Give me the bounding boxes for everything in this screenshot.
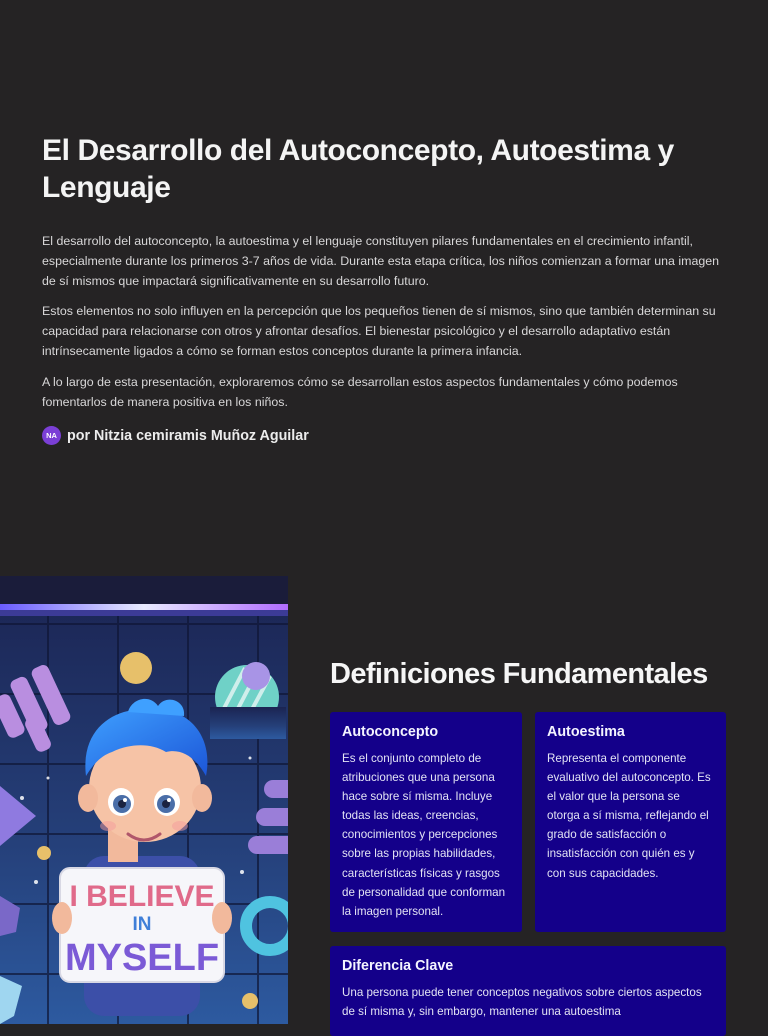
belief-sign [52, 868, 232, 982]
intro-paragraph-3: A lo largo de esta presentación, exploraremos cómo se desarrollan estos aspectos fundamentales y cómo podemos fomentarlos de manera positiva en los niños. [42, 374, 678, 409]
intro-paragraph-2: Estos elementos no solo influyen en la percepción que los pequeños tienen de sí mismos, sino que también determinan su capacidad para relacionarse con otros y afrontar desafíos. El bienestar psicológico y el desarrollo adaptativo están intrínsecamente ligados a cómo se forman estos conceptos durante la primera infancia. [42, 304, 716, 358]
card-text: Una persona puede tener conceptos negativos sobre ciertos aspectos de sí misma y, sin embargo, mantener una autoestima [342, 986, 702, 1019]
card-title: Diferencia Clave [342, 958, 454, 974]
sign-line-2: IN [132, 914, 152, 935]
sign-line-3: MYSELF [64, 937, 220, 979]
child-illustration [0, 576, 288, 1024]
definitions-title: Definiciones Fundamentales [330, 658, 708, 690]
sign-line-1: I BELIEVE [69, 880, 215, 913]
author-name: por Nitzia cemiramis Muñoz Aguilar [67, 427, 309, 444]
author-line [42, 426, 732, 445]
sun-circle [120, 652, 152, 684]
definition-card-autoconcepto [330, 712, 522, 932]
avatar: NA [42, 426, 61, 445]
card-title: Autoconcepto [342, 724, 439, 740]
card-title: Autoestima [547, 724, 625, 740]
page-title: El Desarrollo del Autoconcepto, Autoestima y Lenguaje [42, 134, 674, 204]
definitions-section [330, 655, 726, 693]
card-text: Representa el componente evaluativo del autoconcepto. Es el valor que la persona se otorga a sí misma, reflejando el grado de satisfacción o insatisfacción con quién es y con sus capacidades. [547, 752, 711, 880]
intro-paragraph-1: El desarrollo del autoconcepto, la autoestima y el lenguaje constituyen pilares fundamentales en el crecimiento infantil, especialmente durante los primeros 3-7 años de vida. Durante esta etapa crítica, los niños comienzan a formar una imagen de sí mismos que impactará significativamente en su desarrollo futuro. [42, 234, 720, 288]
card-text: Es el conjunto completo de atribuciones que una persona hace sobre sí misma. Incluye todas las ideas, creencias, conocimientos y percepciones sobre las propias habilidades, características físicas y rasgos de personalidad que conforman la imagen personal. [342, 752, 506, 918]
definition-card-autoestima [535, 712, 726, 932]
definition-card-diferencia-clave [330, 946, 726, 1036]
illustration-svg [0, 576, 288, 1024]
intro-section [42, 132, 732, 445]
